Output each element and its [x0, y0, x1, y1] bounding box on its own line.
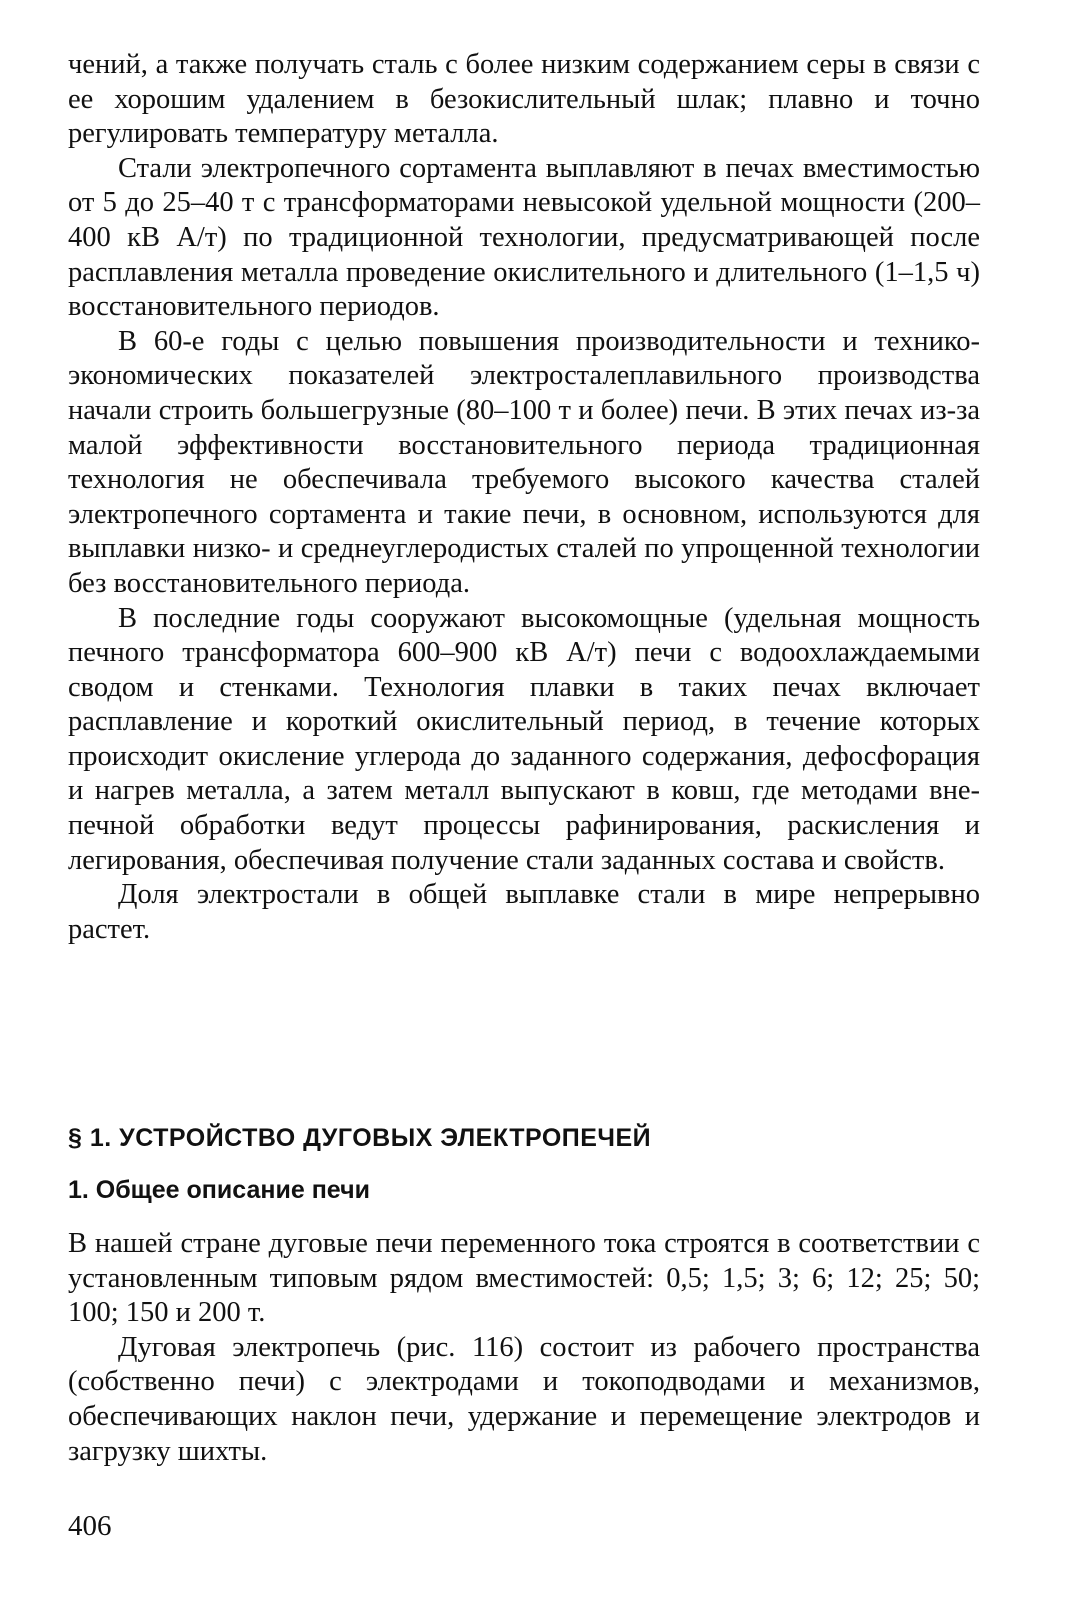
body-text-section	[68, 1227, 980, 1469]
page-number: 406	[68, 1510, 112, 1542]
paragraph: В 60-е годы с целью повышения производительности и технико-экономических показателей электросталеплавильного производства начали строить большегрузные (80–100 т и более) печи. В этих печах из-за малой эффективности восстановительного периода традиционная технология не обеспечивала требуемого высокого качества сталей электропечного сортамента и такие печи, в основном, используются для выплавки низко- и среднеуглеродистых сталей по упрощенной технологии без восстановительного периода.	[68, 325, 980, 599]
paragraph: Доля электростали в общей выплавке стали в мире непрерывно растет.	[68, 879, 980, 945]
paragraph: чений, а также получать сталь с более низким содержанием серы в связи с ее хорошим удалением в безокислительный шлак; плавно и точно регулировать температуру металла.	[68, 49, 980, 150]
section-heading: § 1. УСТРОЙСТВО ДУГОВЫХ ЭЛЕКТРОПЕЧЕЙ	[68, 1124, 652, 1152]
paragraph: Стали электропечного сортамента выплавляют в печах вместимостью от 5 до 25–40 т с трансформаторами невысокой удельной мощности (200–400 кВ А/т) по традиционной технологии, предусматривающей после расплавления металла проведение окислительного и длительного (1–1,5 ч) восстановительного периодов.	[68, 152, 980, 323]
body-text	[68, 48, 980, 947]
paragraph: В нашей стране дуговые печи переменного тока строятся в соответствии с установленным типовым рядом вместимостей: 0,5; 1,5; 3; 6; 12; 25; 50; 100; 150 и 200 т.	[68, 1228, 980, 1329]
paragraph: Дуговая электропечь (рис. 116) состоит из рабочего пространства (собственно печи) с электродами и токоподводами и механизмов, обеспечивающих наклон печи, удержание и перемещение электродов и загрузку шихты.	[68, 1331, 980, 1467]
subsection-heading: 1. Общее описание печи	[68, 1176, 370, 1204]
paragraph: В последние годы сооружают высокомощные (удельная мощность печного трансформатора 600–900 кВ А/т) печи с водоохлаждаемыми сводом и стенками. Технология плавки в таких печах включает расплавление и короткий окислительный период, в течение которых происходит окисление углерода до заданного содержания, дефосфорация и нагрев металла, а затем металл выпускают в ковш, где методами внепечной обработки ведут процессы рафинирования, раскисления и легирования, обеспечивая получение стали заданных состава и свойств.	[68, 602, 980, 876]
